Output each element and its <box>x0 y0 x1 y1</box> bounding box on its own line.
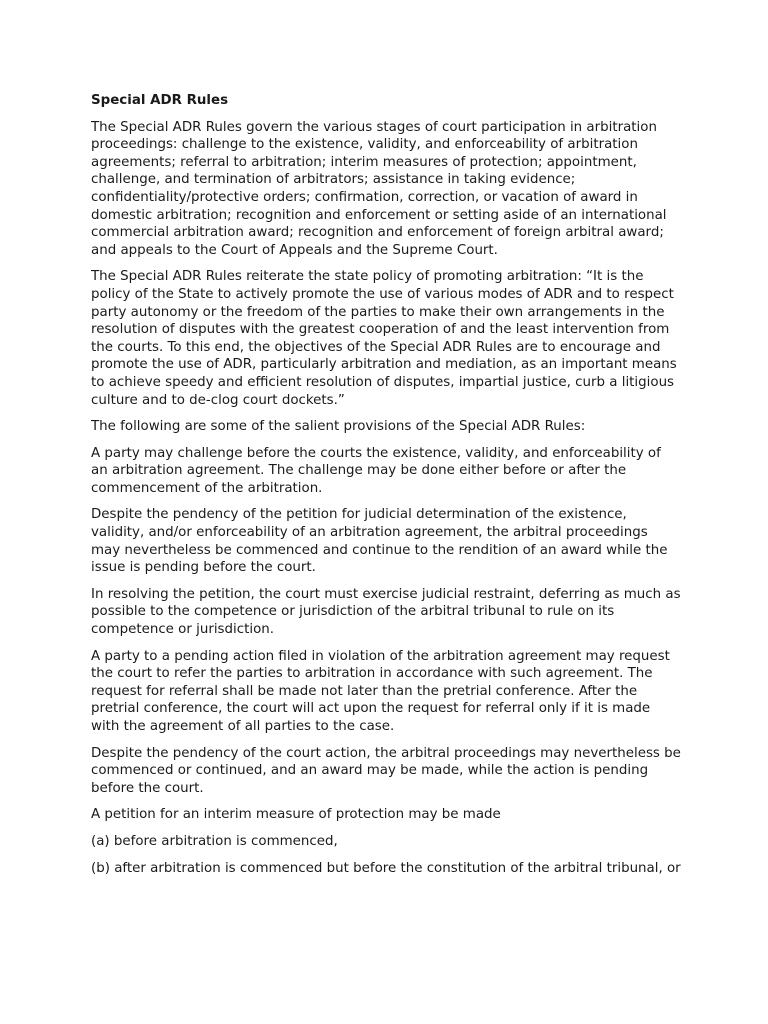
paragraph-referral: A party to a pending action filed in violation of the arbitration agreement may request the court to refer the parties to arbitration in accordance with such agreement. The request for referral shall be made not later than the pretrial conference. After the pretrial conference, the court will act upon the request for referral only if it is made with the agreement of all parties to the case. <box>91 648 670 734</box>
paragraph-scope: The Special ADR Rules govern the various stages of court participation in arbitration proceedings: challenge to the existence, validity, and enforceability of arbitration agreements; referral to arbitration; interim measures of protection; appointment, challenge, and termination of arbitrators; assistance in taking evidence; confidentiality/protective orders; confirmation, correction, or vacation of award in domestic arbitration; recognition and enforcement or setting aside of an international commercial arbitration award; recognition and enforcement of foreign arbitral award; and appeals to the Court of Appeals and the Supreme Court. <box>91 119 667 258</box>
paragraph-item-b: (b) after arbitration is commenced but before the constitution of the arbitral tribunal, or <box>91 860 681 876</box>
paragraph-state-policy: The Special ADR Rules reiterate the state policy of promoting arbitration: “It is the policy of the State to actively promote the use of various modes of ADR and to respect party autonomy or the freedom of the parties to make their own arrangements in the resolution of disputes with the greatest cooperation of and the least intervention from the courts. To this end, the objectives of the Special ADR Rules are to encourage and promote the use of ADR, particularly arbitration and mediation, as an important means to achieve speedy and efficient resolution of disputes, impartial justice, curb a litigious culture and to de-clog court dockets.” <box>91 269 677 408</box>
paragraph-challenge: A party may challenge before the courts the existence, validity, and enforceability of an arbitration agreement. The challenge may be done either before or after the commencement of the arbitration. <box>91 445 661 496</box>
document-title: Special ADR Rules <box>91 93 229 108</box>
paragraph-salient-provisions: The following are some of the salient provisions of the Special ADR Rules: <box>91 419 586 435</box>
document-page <box>91 92 681 886</box>
paragraph-interim-measure: A petition for an interim measure of protection may be made <box>91 807 501 823</box>
paragraph-pendency-court-action: Despite the pendency of the court action, the arbitral proceedings may nevertheless be commenced or continued, and an award may be made, while the action is pending before the court. <box>91 745 681 796</box>
paragraph-judicial-restraint: In resolving the petition, the court must exercise judicial restraint, deferring as much as possible to the competence or jurisdiction of the arbitral tribunal to rule on its competence or jurisdiction. <box>91 586 681 638</box>
paragraph-pendency-petition: Despite the pendency of the petition for judicial determination of the existence, validity, and/or enforceability of an arbitration agreement, the arbitral proceedings may nevertheless be commenced and continue to the rendition of an award while the issue is pending before the court. <box>91 507 668 576</box>
paragraph-item-a: (a) before arbitration is commenced, <box>91 833 338 849</box>
